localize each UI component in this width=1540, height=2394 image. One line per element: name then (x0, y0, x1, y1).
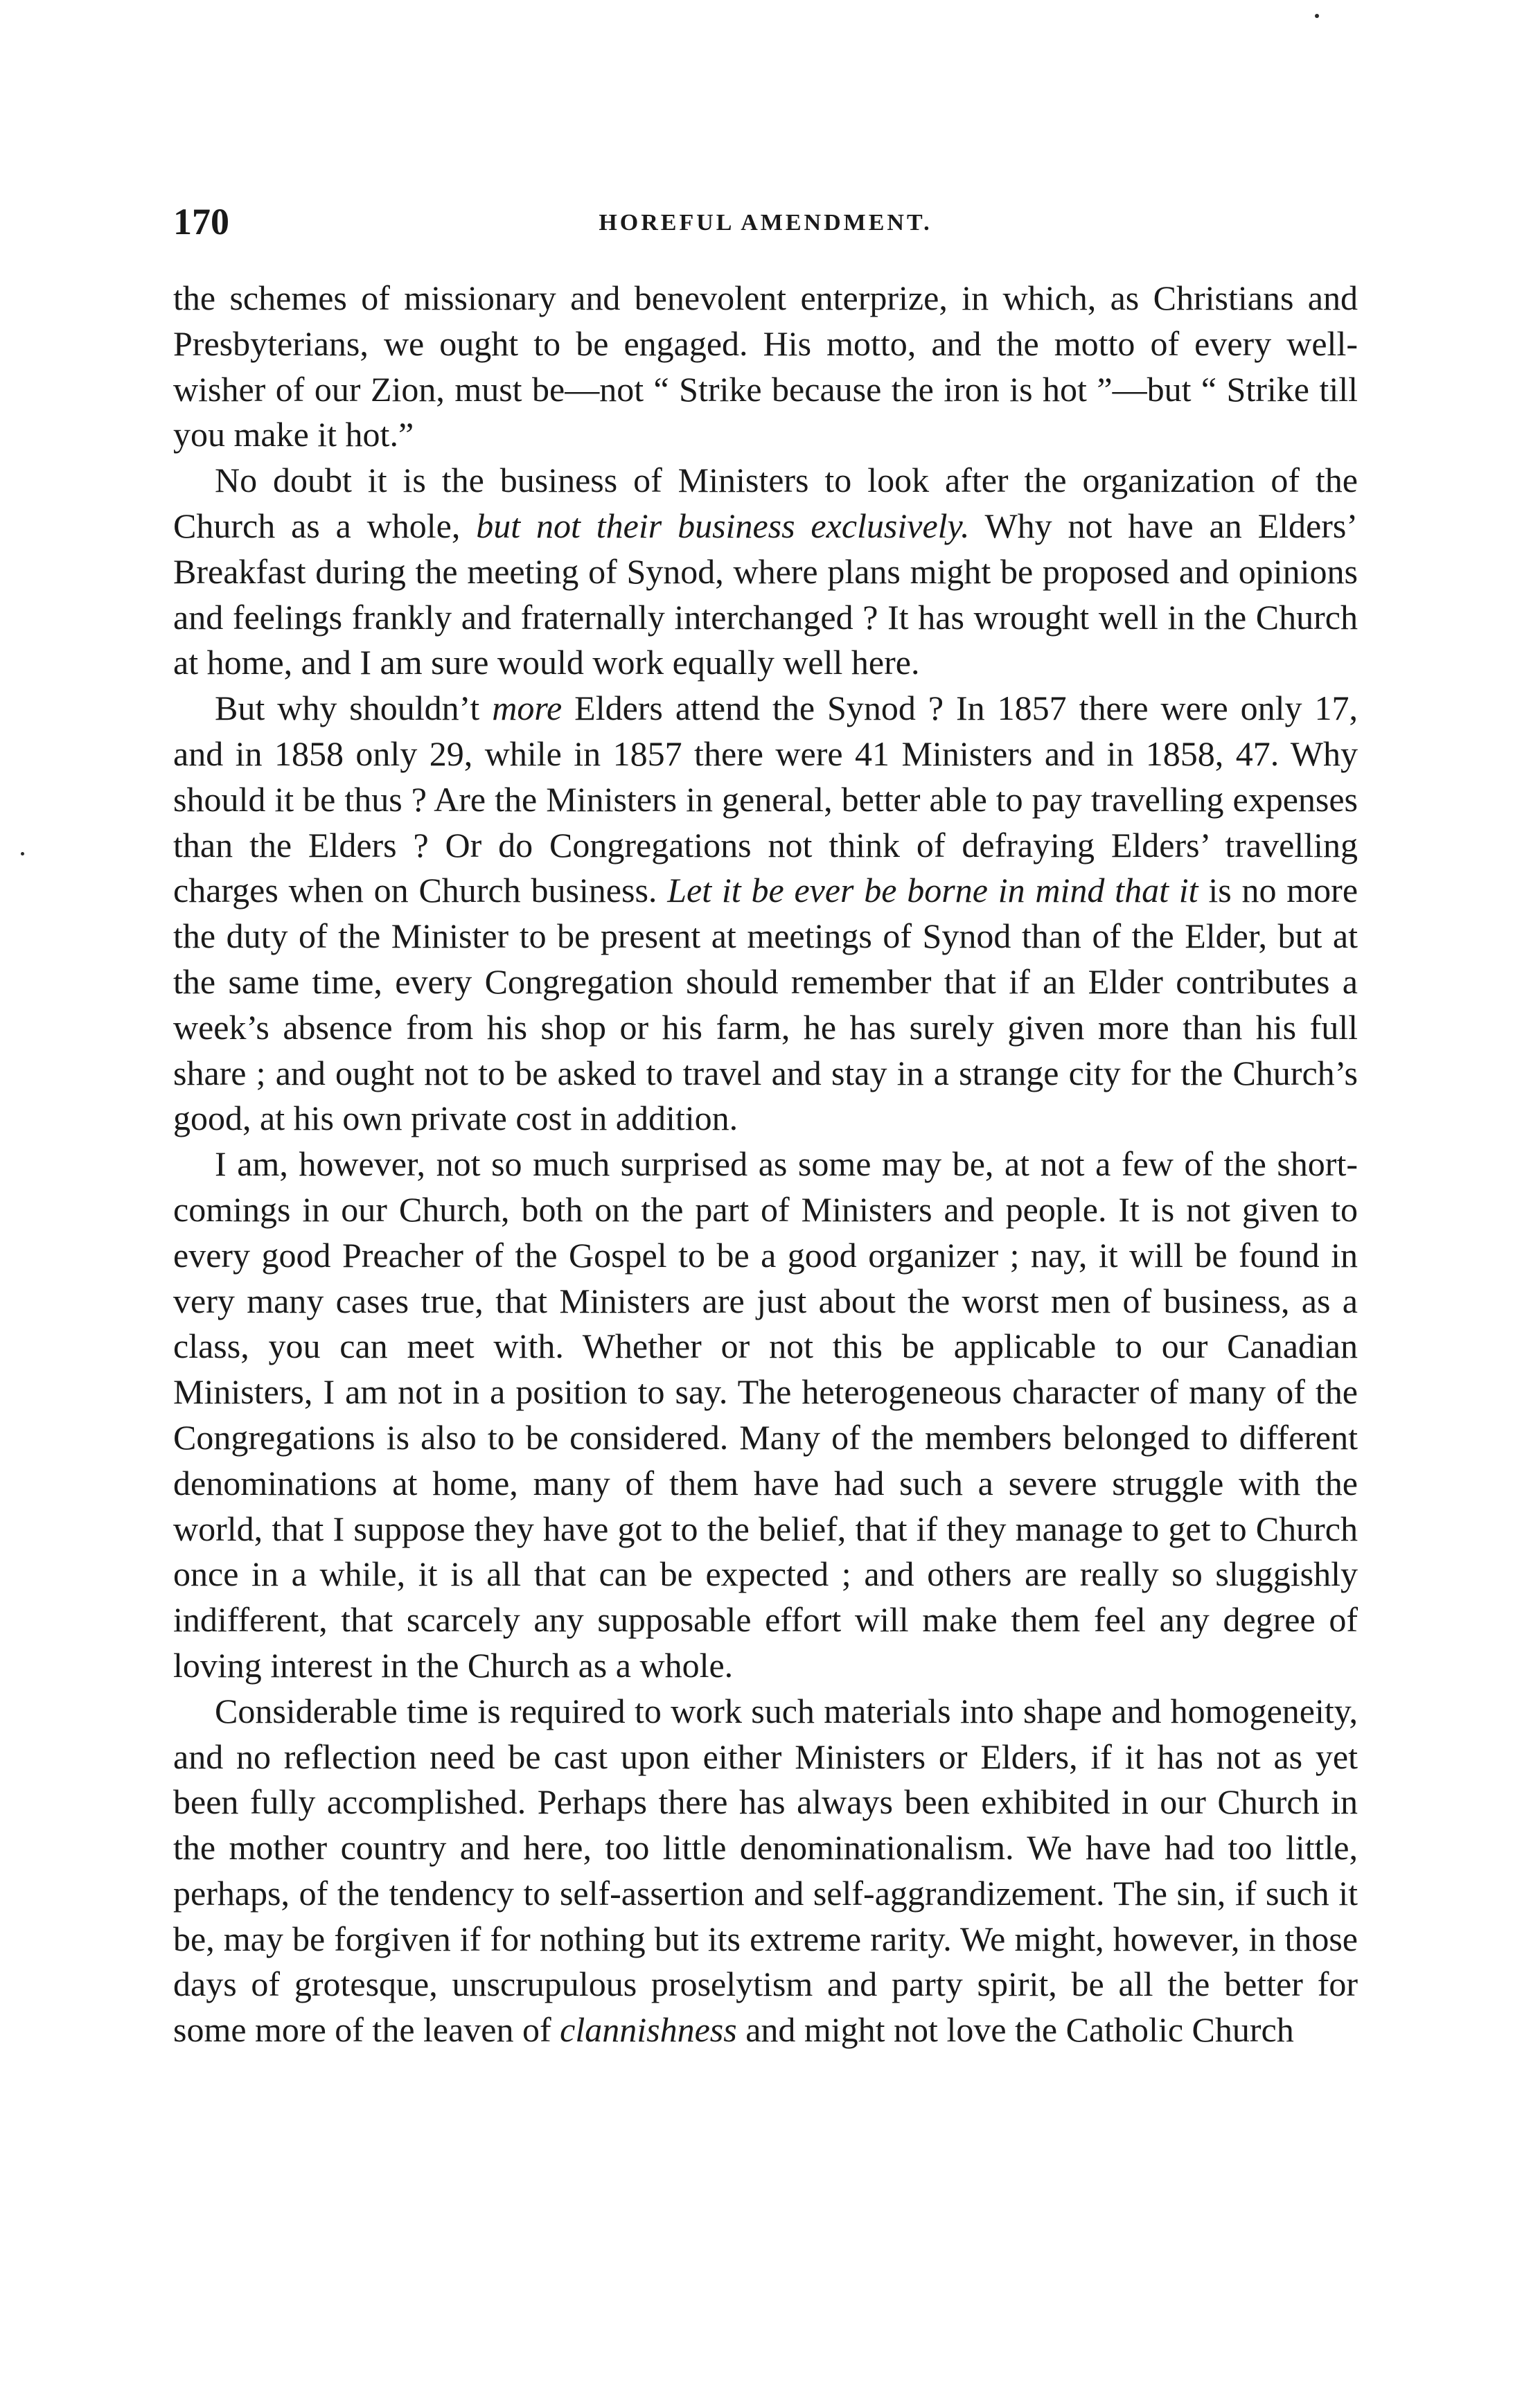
running-head: HOREFUL AMENDMENT. (599, 210, 932, 236)
page-speck (21, 852, 24, 855)
paragraph-5 (173, 1689, 1358, 2053)
paragraph-4 (173, 1142, 1358, 1689)
paragraph-text: Elders attend the Synod ? In 1857 there were only 17, and in 1858 only 29, while in 1857 there were 41 Ministers and in 1858, 47. Why should it be thus ? Are the Ministers in general, better able to pay travelling expenses than the Elders ? Or do Congregations not think of defraying Elders’ travelling charges when on Church business. (173, 689, 1358, 910)
paragraph-text: Considerable time is required to work such materials into shape and homogeneity, and no reflection need be cast upon either Ministers or Elders, if it has not as yet been fully accomplished. Perhaps there has always been exhibited in our Church in the mother country and here, too little denominationalism. We have had too little, perhaps, of the tendency to self-assertion and self-aggrandizement. The sin, if such it be, may be forgiven if for nothing but its extreme rarity. We might, however, in those days of grotesque, unscrupulous proselytism and party spirit, be all the better for some more of the leaven of (173, 1691, 1358, 2050)
paragraph-text: and might not love the Catholic Church (736, 2010, 1294, 2050)
page-number: 170 (173, 201, 229, 242)
italic-text: but not their business exclusively. (476, 506, 970, 545)
italic-text: Let it be ever be borne in mind that it (667, 871, 1198, 910)
paragraph-text: is no more the duty of the Minister to be present at meetings of Synod than of the Elder, but at the same time, every Congregation should remember that if an Elder contributes a week’s absence from his shop or his farm, he has surely given more than his full share ; and ought not to be asked to travel and stay in a strange city for the Church’s good, at his own private cost in addition. (173, 871, 1358, 1138)
page-header (173, 201, 1358, 249)
italic-text: more (492, 689, 563, 728)
paragraph-3 (173, 686, 1358, 1142)
paragraph-text: I am, however, not so much surprised as some may be, at not a few of the short-comings in our Church, both on the part of Ministers and people. It is not given to every good Preacher of the Gospel to be a good organizer ; nay, it will be found in very many cases true, that Ministers are just about the worst men of business, as a class, you can meet with. Whether or not this be applicable to our Canadian Ministers, I am not in a position to say. The heterogeneous character of many of the Congregations is also to be considered. Many of the members belonged to different denominations at home, many of them have had such a severe struggle with the world, that I suppose they have got to the belief, that if they manage to get to Church once in a while, it is all that can be expected ; and others are really so sluggishly indifferent, that scarcely any supposable effort will make them feel any degree of loving interest in the Church as a whole. (173, 1144, 1358, 1685)
paragraph-1 (173, 276, 1358, 458)
paragraph-text: But why shouldn’t (215, 689, 493, 728)
page-speck (1315, 14, 1319, 18)
paragraph-text: Why not have an Elders’ Breakfast during the meeting of Synod, where plans might be proposed and opinions and feelings frankly and fraternally interchanged ? It has wrought well in the Church at home, and I am sure would work equally well here. (173, 506, 1358, 682)
italic-text: clannishness (560, 2010, 737, 2050)
body-text (173, 276, 1358, 2053)
paragraph-text: No doubt it is the business of Ministers to look after the organization of the Church as a whole, (173, 461, 1358, 545)
paragraph-2 (173, 458, 1358, 686)
paragraph-text: the schemes of missionary and benevolent enterprize, in which, as Christians and Presbyterians, we ought to be engaged. His motto, and the motto of every well-wisher of our Zion, must be—not “ Strike because the iron is hot ”—but “ Strike till you make it hot.” (173, 278, 1358, 454)
